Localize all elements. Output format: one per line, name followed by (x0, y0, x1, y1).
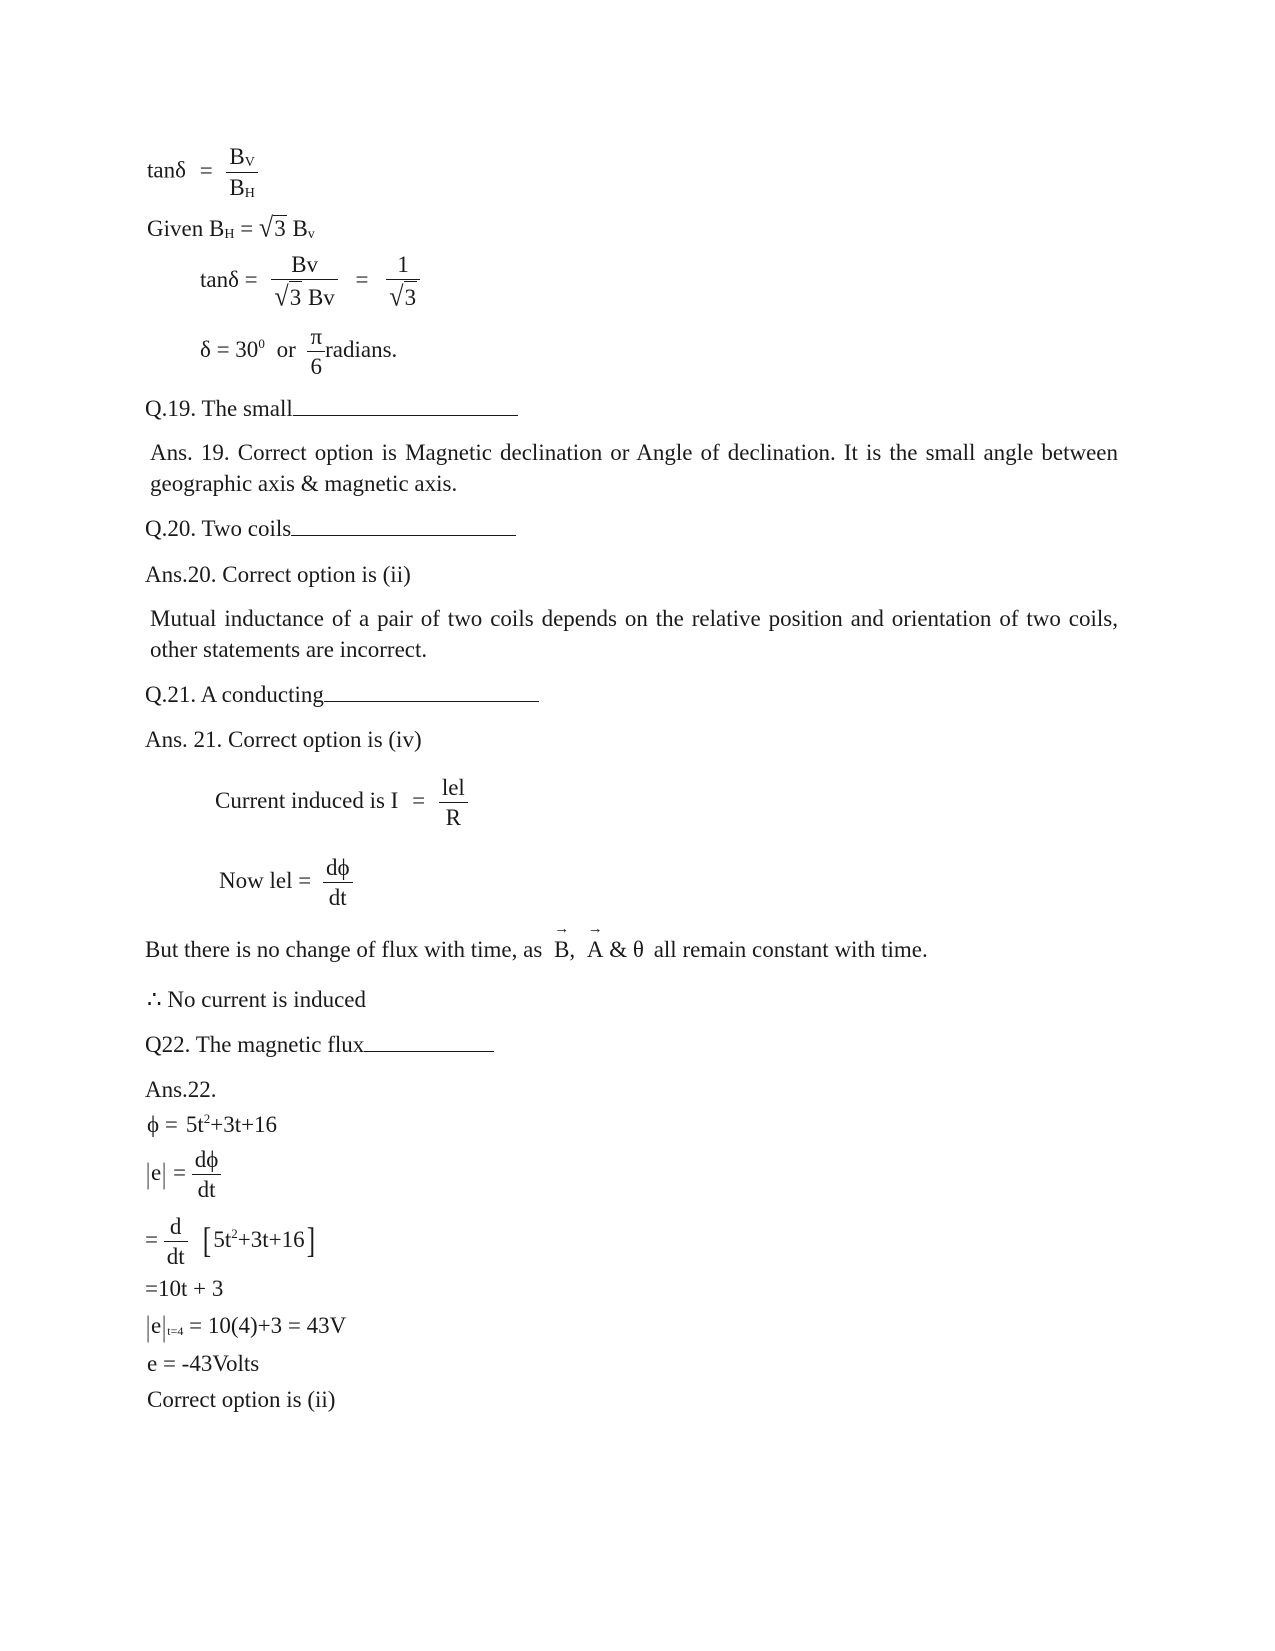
fraction-dphi-dt: $\frac{d\phi}{dt}$ (323, 853, 353, 913)
question-20: Q.20. Two coils (145, 517, 516, 540)
fraction-pi-6: $\frac{\pi}{6}$ (307, 322, 325, 382)
flux-statement: But there is no change of flux with time, as → B, → A & θ all remain constant with time. (145, 938, 928, 961)
answer-22: Ans.22. (145, 1077, 217, 1102)
tan-delta-label: tanδ (147, 157, 186, 183)
conclusion-no-current: ∴ No current is induced (147, 987, 367, 1012)
answer-blank (324, 683, 539, 702)
equation-tan-delta: tanδ = $\frac{B_V}{B_H}$ (147, 142, 258, 203)
equation-e-volts: e = -43Volts (147, 1351, 260, 1376)
equation-current: Current induced is I = $\frac{\text{lel}}{R}$ (215, 773, 468, 833)
equation-delta-value: $\delta = 30^0$ or $\frac{\pi}{6}$ radians. (200, 322, 397, 382)
answer-20-explanation: Mutual inductance of a pair of two coils depends on the relative position and orientation of two coils, other statements are incorrect. (150, 606, 1118, 662)
fraction-bv-root3bv: $\frac{Bv}{√3 Bv}$ (271, 250, 337, 314)
answer-21: Ans. 21. Correct option is (iv) (145, 727, 422, 752)
answer-blank (293, 397, 518, 416)
vector-a: → A (587, 938, 604, 961)
fraction-d-dt: $\frac{d}{dt}$ (164, 1212, 188, 1272)
equation-tan-delta-substituted: tanδ = $\frac{Bv}{√3 Bv}$ = $\frac{1}{√3}$ (200, 250, 420, 314)
fraction-bv-bh: $\frac{B_V}{B_H}$ (226, 142, 257, 203)
equation-e-magnitude: |e| = $\frac{d\phi}{dt}$ (145, 1145, 221, 1205)
answer-blank (291, 517, 516, 536)
answer-19: Ans. 19. Correct option is Magnetic declination or Angle of declination. It is the small angle between geographic axis & magnetic axis. (150, 440, 1118, 496)
question-21: Q.21. A conducting (145, 683, 539, 706)
question-19: Q.19. The small (145, 397, 518, 420)
equation-phi: $\phi = 5t^2+3t+16$ (147, 1111, 278, 1137)
given-statement: Given $B_H = √3$ $B_v$ (147, 211, 315, 244)
fraction-emf-r: $\frac{\text{lel}}{R}$ (439, 773, 468, 833)
final-answer: Correct option is (ii) (147, 1387, 336, 1412)
answer-blank (364, 1033, 494, 1052)
answer-20: Ans.20. Correct option is (ii) (145, 562, 411, 587)
question-22: Q22. The magnetic flux (145, 1033, 494, 1056)
equation-emf: Now lel = $\frac{d\phi}{dt}$ (219, 853, 353, 913)
sqrt-3: √3 (258, 211, 286, 244)
vector-b: → B (554, 938, 569, 961)
equation-e-at-t4: $|e|_{t=4} = 10(4)+3 = 43V$ (146, 1310, 347, 1343)
fraction-dphi-dt: $\frac{d\phi}{dt}$ (192, 1145, 222, 1205)
equation-derivative: = $\frac{d}{dt}$ $[5t^2+3t+16]$ (145, 1212, 317, 1272)
fraction-1-root3: $\frac{1}{√3}$ (386, 250, 420, 314)
equation-result: =10t + 3 (145, 1276, 224, 1301)
